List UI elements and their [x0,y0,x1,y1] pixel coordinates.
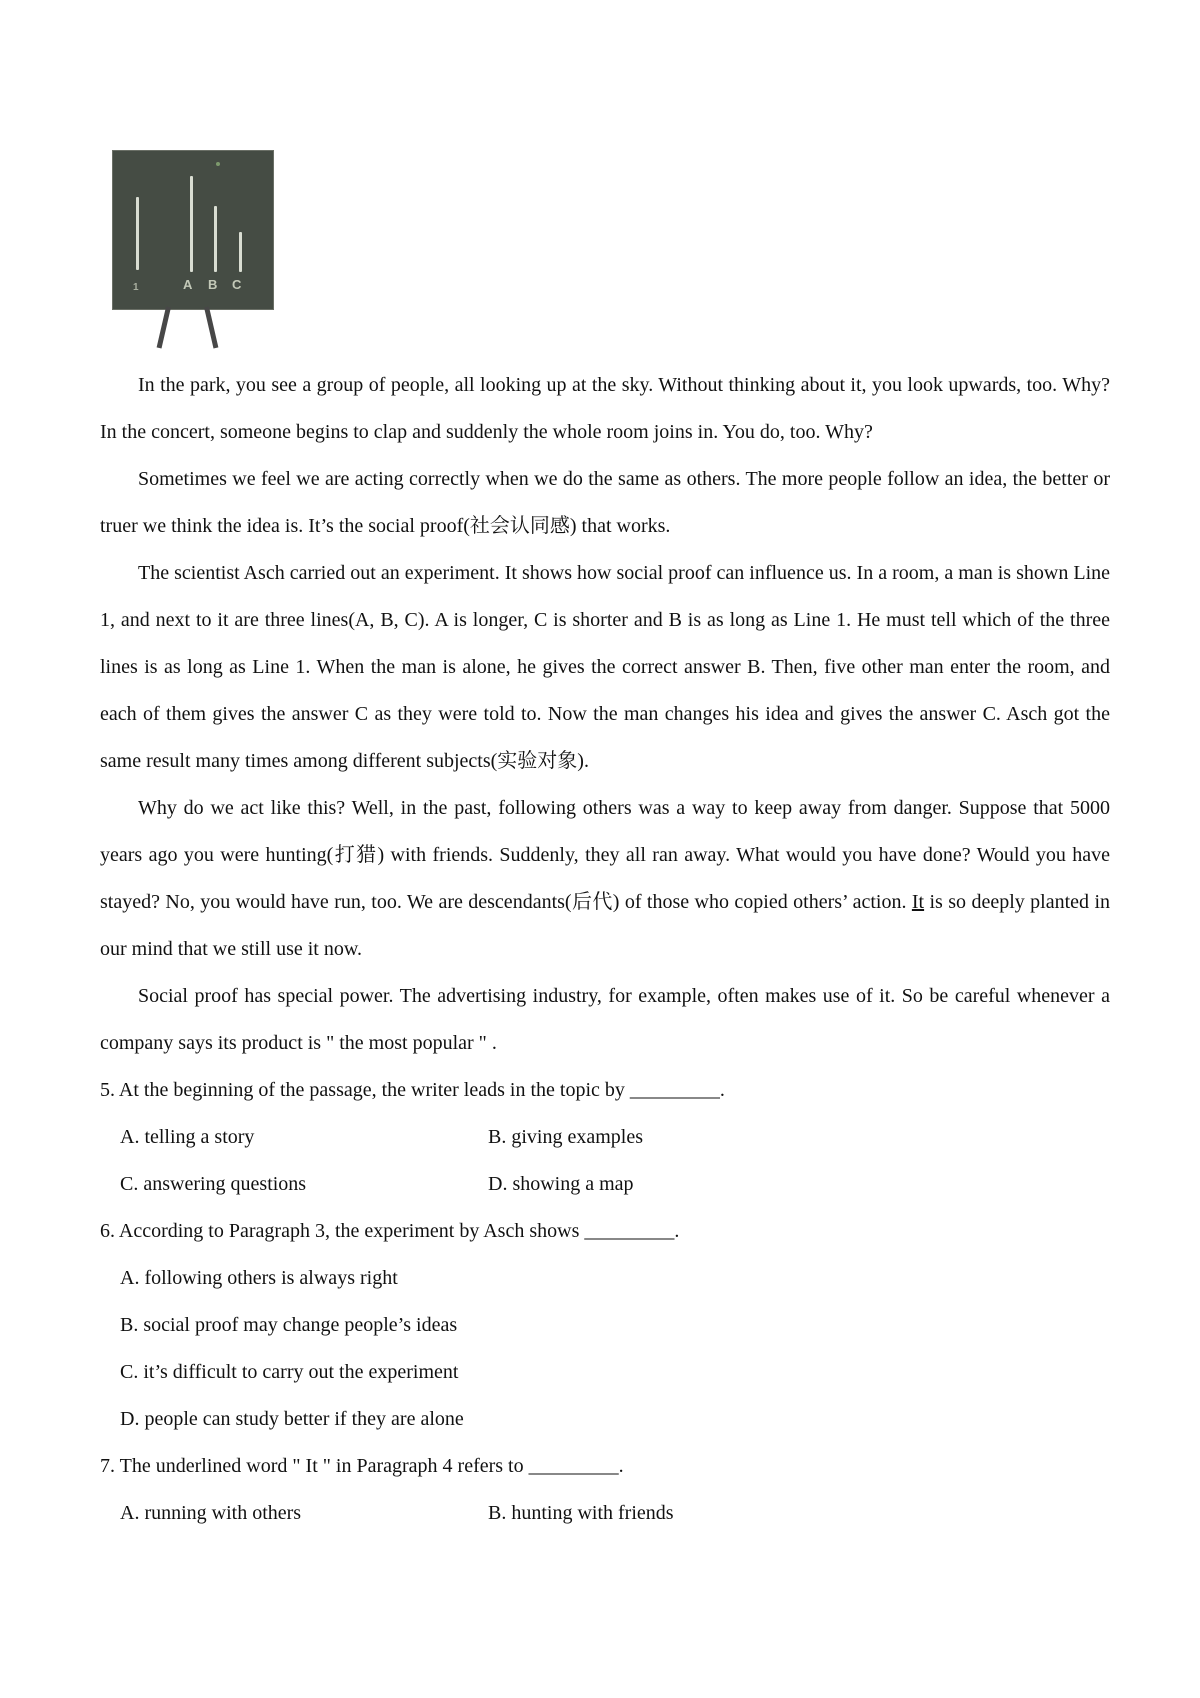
option-6b: B. social proof may change people’s ideas [120,1314,458,1336]
easel-leg-left [157,306,171,348]
paragraph-2: Sometimes we feel we are acting correctly when we do the same as others. The more people follow an idea, the better or truer we think the idea is. It’s the social proof(社会认同感) that works. [100,468,1110,537]
option-5a: A. telling a story [120,1126,255,1148]
board-speck [216,162,220,166]
option-6a: A. following others is always right [120,1267,398,1289]
question-section [100,1067,1110,1537]
paragraph-4-after: is so deeply planted in our mind that we still use it now. [100,891,1110,960]
question-5-options-row-1 [100,1114,1110,1161]
question-7 [100,1443,1110,1537]
reading-passage [100,362,1110,1067]
line-c-label: C [232,277,242,292]
question-5 [100,1067,1110,1208]
chalkboard [112,150,274,310]
question-5-options-row-2 [100,1161,1110,1208]
paragraph-5: Social proof has special power. The advertising industry, for example, often makes use of it. So be careful whenever a company says its product is " the most popular " . [100,985,1110,1054]
question-6 [100,1208,1110,1443]
line-c-mark [239,232,242,272]
option-6c: C. it’s difficult to carry out the experiment [120,1361,459,1383]
question-7-stem: 7. The underlined word " It " in Paragraph 4 refers to _________. [100,1455,624,1477]
line-1-label: 1 [133,282,139,293]
line-1-mark [136,197,139,270]
paragraph-1: In the park, you see a group of people, all looking up at the sky. Without thinking about it, you look upwards, too. Why? In the concert, someone begins to clap and suddenly the whole room joins in. You do, too. Why? [100,374,1110,443]
paragraph-4-before: Why do we act like this? Well, in the past, following others was a way to keep away from danger. Suppose that 5000 years ago you were hunting(打猎) with friends. Suddenly, they all ran away. What would you have done? Would you have stayed? No, you would have run, too. We are descendants(后代) of those who copied others’ action. [100,797,1110,913]
easel-leg-right [204,306,218,348]
paragraph-4 [100,785,1110,973]
line-b-mark [214,206,217,272]
question-7-options-row-1 [100,1490,1110,1537]
line-b-label: B [208,277,218,292]
question-5-stem: 5. At the beginning of the passage, the writer leads in the topic by _________. [100,1079,725,1101]
option-5c: C. answering questions [120,1173,307,1195]
underlined-word-it: It [911,891,925,913]
question-6-stem: 6. According to Paragraph 3, the experiment by Asch shows _________. [100,1220,680,1242]
paragraph-3: The scientist Asch carried out an experiment. It shows how social proof can influence us. In a room, a man is shown Line 1, and next to it are three lines(A, B, C). A is longer, C is shorter and B is as long as Line 1. He must tell which of the three lines is as long as Line 1. When the man is alone, he gives the correct answer B. Then, five other man enter the room, and each of them gives the answer C as they were told to. Now the man changes his idea and gives the answer C. Asch got the same result many times among different subjects(实验对象). [100,562,1110,772]
option-5b: B. giving examples [488,1126,643,1148]
line-experiment-figure [100,145,1110,341]
option-6d: D. people can study better if they are alone [120,1408,464,1430]
option-7b: B. hunting with friends [488,1502,674,1524]
option-7a: A. running with others [120,1502,302,1524]
line-a-label: A [183,277,193,292]
line-a-mark [190,176,193,272]
page-content [100,145,1110,1537]
option-5d: D. showing a map [488,1173,634,1195]
